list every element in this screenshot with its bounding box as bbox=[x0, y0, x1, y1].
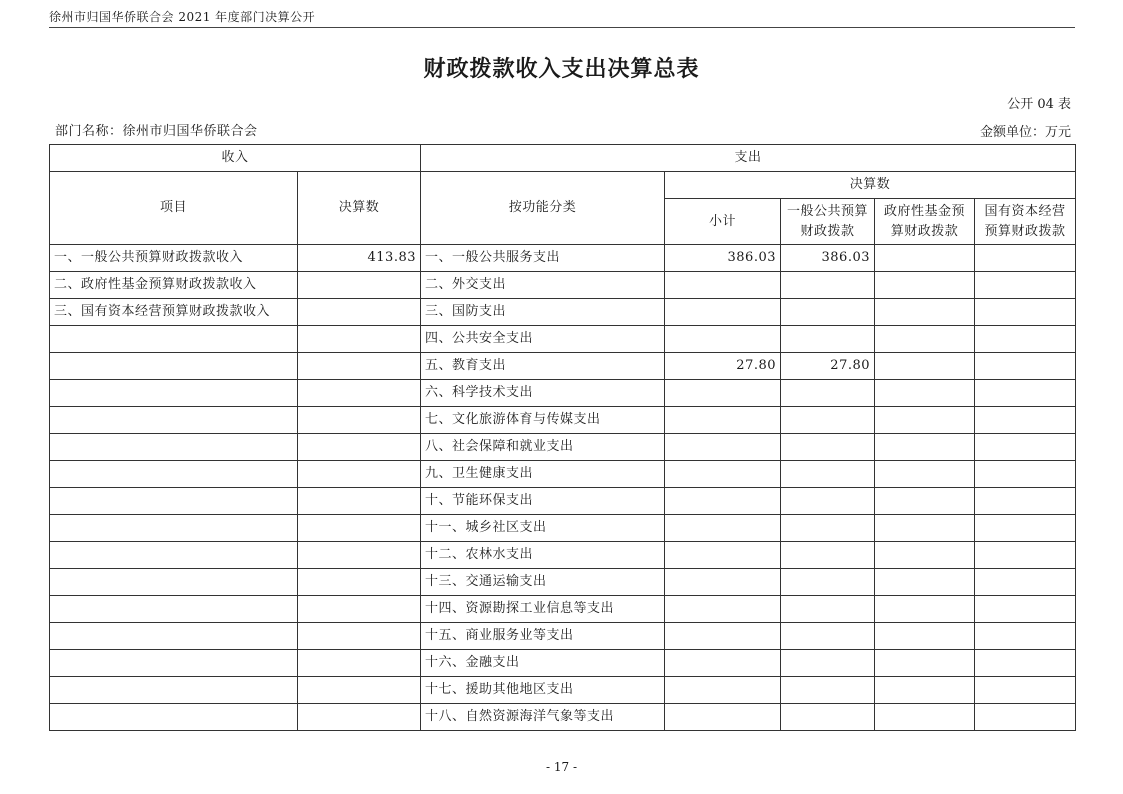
general-budget-cell bbox=[781, 272, 875, 299]
state-capital-cell bbox=[975, 650, 1076, 677]
income-amount-cell bbox=[298, 380, 421, 407]
fund-budget-cell bbox=[875, 596, 975, 623]
income-amount-cell bbox=[298, 704, 421, 731]
income-amount-cell bbox=[298, 272, 421, 299]
fund-budget-cell bbox=[875, 650, 975, 677]
income-amount-cell bbox=[298, 353, 421, 380]
table-row bbox=[50, 515, 1076, 542]
income-item-cell: 一、一般公共预算财政拨款收入 bbox=[50, 245, 298, 272]
income-amount-cell bbox=[298, 326, 421, 353]
table-row bbox=[50, 596, 1076, 623]
fund-budget-cell bbox=[875, 569, 975, 596]
state-capital-cell bbox=[975, 326, 1076, 353]
expense-item-cell: 一、一般公共服务支出 bbox=[421, 245, 665, 272]
subtotal-cell bbox=[665, 569, 781, 596]
state-capital-cell bbox=[975, 623, 1076, 650]
income-item-cell bbox=[50, 650, 298, 677]
table-row bbox=[50, 272, 1076, 299]
income-amount-cell bbox=[298, 407, 421, 434]
header-rule bbox=[49, 27, 1075, 28]
subtotal-cell: 386.03 bbox=[665, 245, 781, 272]
running-head: 徐州市归国华侨联合会 2021 年度部门决算公开 bbox=[49, 10, 316, 24]
expense-item-cell: 九、卫生健康支出 bbox=[421, 461, 665, 488]
general-budget-cell bbox=[781, 650, 875, 677]
income-amount-cell bbox=[298, 434, 421, 461]
income-amount-cell bbox=[298, 677, 421, 704]
state-capital-cell bbox=[975, 569, 1076, 596]
income-header: 收入 bbox=[50, 145, 421, 172]
state-capital-cell bbox=[975, 461, 1076, 488]
general-budget-cell bbox=[781, 596, 875, 623]
table-row bbox=[50, 353, 1076, 380]
income-item-cell bbox=[50, 596, 298, 623]
income-item-cell bbox=[50, 704, 298, 731]
income-amount-cell bbox=[298, 569, 421, 596]
expense-item-cell: 十四、资源勘探工业信息等支出 bbox=[421, 596, 665, 623]
department-name: 部门名称：徐州市归国华侨联合会 bbox=[55, 124, 258, 139]
subtotal-cell bbox=[665, 380, 781, 407]
table-row bbox=[50, 677, 1076, 704]
subtotal-cell bbox=[665, 677, 781, 704]
fund-budget-cell bbox=[875, 245, 975, 272]
table-row bbox=[50, 245, 1076, 272]
state-capital-cell bbox=[975, 272, 1076, 299]
income-item-cell bbox=[50, 434, 298, 461]
table-row bbox=[50, 461, 1076, 488]
col-subtotal-header: 小计 bbox=[665, 199, 781, 245]
expense-item-cell: 十二、农林水支出 bbox=[421, 542, 665, 569]
income-item-cell bbox=[50, 515, 298, 542]
amount-unit: 金额单位：万元 bbox=[979, 125, 1071, 140]
table-row bbox=[50, 380, 1076, 407]
subtotal-cell bbox=[665, 542, 781, 569]
income-item-cell bbox=[50, 353, 298, 380]
income-amount-cell: 413.83 bbox=[298, 245, 421, 272]
subtotal-cell bbox=[665, 461, 781, 488]
page-number: - 17 - bbox=[545, 760, 577, 774]
fund-budget-cell bbox=[875, 380, 975, 407]
state-capital-cell bbox=[975, 245, 1076, 272]
expense-item-cell: 五、教育支出 bbox=[421, 353, 665, 380]
expense-item-cell: 十七、援助其他地区支出 bbox=[421, 677, 665, 704]
subtotal-cell bbox=[665, 326, 781, 353]
general-budget-cell bbox=[781, 380, 875, 407]
expense-item-cell: 十八、自然资源海洋气象等支出 bbox=[421, 704, 665, 731]
fund-budget-cell bbox=[875, 515, 975, 542]
col-state-header: 国有资本经营预算财政拨款 bbox=[975, 199, 1076, 245]
general-budget-cell bbox=[781, 704, 875, 731]
expense-item-cell: 十五、商业服务业等支出 bbox=[421, 623, 665, 650]
income-amount-cell bbox=[298, 623, 421, 650]
fund-budget-cell bbox=[875, 488, 975, 515]
state-capital-cell bbox=[975, 299, 1076, 326]
state-capital-cell bbox=[975, 353, 1076, 380]
expense-item-cell: 十三、交通运输支出 bbox=[421, 569, 665, 596]
general-budget-cell bbox=[781, 461, 875, 488]
income-item-cell bbox=[50, 461, 298, 488]
subtotal-cell bbox=[665, 515, 781, 542]
income-item-cell bbox=[50, 380, 298, 407]
income-item-cell bbox=[50, 677, 298, 704]
income-item-cell: 三、国有资本经营预算财政拨款收入 bbox=[50, 299, 298, 326]
col-final-header: 决算数 bbox=[665, 172, 1076, 199]
general-budget-cell bbox=[781, 569, 875, 596]
subtotal-cell bbox=[665, 434, 781, 461]
subtotal-cell bbox=[665, 272, 781, 299]
income-amount-cell bbox=[298, 488, 421, 515]
table-row bbox=[50, 650, 1076, 677]
fund-budget-cell bbox=[875, 623, 975, 650]
col-function-header: 按功能分类 bbox=[421, 172, 665, 245]
income-item-cell: 二、政府性基金预算财政拨款收入 bbox=[50, 272, 298, 299]
expense-header: 支出 bbox=[421, 145, 1076, 172]
general-budget-cell: 386.03 bbox=[781, 245, 875, 272]
col-fund-header: 政府性基金预算财政拨款 bbox=[875, 199, 975, 245]
table-row bbox=[50, 488, 1076, 515]
fund-budget-cell bbox=[875, 704, 975, 731]
general-budget-cell bbox=[781, 488, 875, 515]
fund-budget-cell bbox=[875, 542, 975, 569]
col-general-header: 一般公共预算财政拨款 bbox=[781, 199, 875, 245]
income-item-cell bbox=[50, 407, 298, 434]
table-row bbox=[50, 623, 1076, 650]
budget-table bbox=[49, 144, 1076, 731]
col-amount-header: 决算数 bbox=[298, 172, 421, 245]
income-item-cell bbox=[50, 488, 298, 515]
state-capital-cell bbox=[975, 488, 1076, 515]
expense-item-cell: 四、公共安全支出 bbox=[421, 326, 665, 353]
subtotal-cell bbox=[665, 704, 781, 731]
general-budget-cell bbox=[781, 434, 875, 461]
table-row bbox=[50, 569, 1076, 596]
subtotal-cell: 27.80 bbox=[665, 353, 781, 380]
general-budget-cell bbox=[781, 407, 875, 434]
income-item-cell bbox=[50, 326, 298, 353]
expense-item-cell: 十一、城乡社区支出 bbox=[421, 515, 665, 542]
state-capital-cell bbox=[975, 542, 1076, 569]
table-row bbox=[50, 434, 1076, 461]
state-capital-cell bbox=[975, 407, 1076, 434]
state-capital-cell bbox=[975, 677, 1076, 704]
general-budget-cell bbox=[781, 542, 875, 569]
table-row bbox=[50, 326, 1076, 353]
state-capital-cell bbox=[975, 434, 1076, 461]
income-amount-cell bbox=[298, 596, 421, 623]
table-row bbox=[50, 299, 1076, 326]
fund-budget-cell bbox=[875, 677, 975, 704]
general-budget-cell bbox=[781, 299, 875, 326]
state-capital-cell bbox=[975, 380, 1076, 407]
general-budget-cell bbox=[781, 677, 875, 704]
expense-item-cell: 八、社会保障和就业支出 bbox=[421, 434, 665, 461]
income-amount-cell bbox=[298, 461, 421, 488]
subtotal-cell bbox=[665, 299, 781, 326]
fund-budget-cell bbox=[875, 353, 975, 380]
subtotal-cell bbox=[665, 488, 781, 515]
expense-item-cell: 七、文化旅游体育与传媒支出 bbox=[421, 407, 665, 434]
state-capital-cell bbox=[975, 515, 1076, 542]
expense-item-cell: 六、科学技术支出 bbox=[421, 380, 665, 407]
expense-item-cell: 十、节能环保支出 bbox=[421, 488, 665, 515]
expense-item-cell: 三、国防支出 bbox=[421, 299, 665, 326]
general-budget-cell bbox=[781, 326, 875, 353]
subtotal-cell bbox=[665, 623, 781, 650]
income-item-cell bbox=[50, 569, 298, 596]
income-amount-cell bbox=[298, 650, 421, 677]
fund-budget-cell bbox=[875, 407, 975, 434]
subtotal-cell bbox=[665, 407, 781, 434]
state-capital-cell bbox=[975, 596, 1076, 623]
table-row bbox=[50, 407, 1076, 434]
fund-budget-cell bbox=[875, 326, 975, 353]
col-item-header: 项目 bbox=[50, 172, 298, 245]
income-item-cell bbox=[50, 542, 298, 569]
table-row bbox=[50, 704, 1076, 731]
form-number: 公开 04 表 bbox=[1007, 97, 1071, 112]
subtotal-cell bbox=[665, 596, 781, 623]
state-capital-cell bbox=[975, 704, 1076, 731]
income-amount-cell bbox=[298, 299, 421, 326]
expense-item-cell: 二、外交支出 bbox=[421, 272, 665, 299]
fund-budget-cell bbox=[875, 299, 975, 326]
general-budget-cell bbox=[781, 515, 875, 542]
general-budget-cell bbox=[781, 623, 875, 650]
subtotal-cell bbox=[665, 650, 781, 677]
income-amount-cell bbox=[298, 542, 421, 569]
fund-budget-cell bbox=[875, 434, 975, 461]
page-title: 财政拨款收入支出决算总表 bbox=[423, 56, 700, 82]
general-budget-cell: 27.80 bbox=[781, 353, 875, 380]
fund-budget-cell bbox=[875, 272, 975, 299]
fund-budget-cell bbox=[875, 461, 975, 488]
expense-item-cell: 十六、金融支出 bbox=[421, 650, 665, 677]
income-item-cell bbox=[50, 623, 298, 650]
table-row bbox=[50, 542, 1076, 569]
income-amount-cell bbox=[298, 515, 421, 542]
